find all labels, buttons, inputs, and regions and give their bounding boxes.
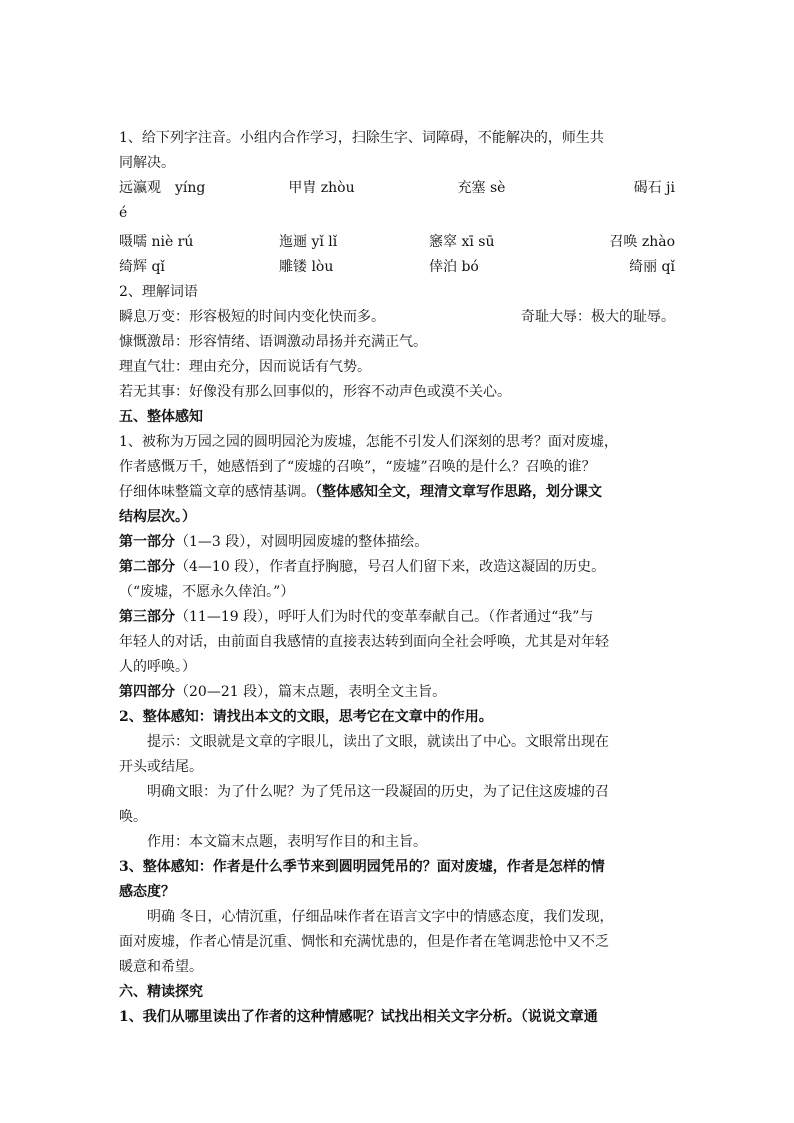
q1-line: 作者感慨万千，她感悟到了“废墟的召唤”，“废墟”召唤的是什么？召唤的谁？ [119, 459, 596, 475]
vocab-entry: 理直气壮：理由充分，因而说话有气势。 [119, 359, 371, 375]
part-4 [119, 680, 675, 705]
section6-q1: 1、我们从哪里读出了作者的这种情感呢？试找出相关文字分析。（说说文章通 [119, 1009, 598, 1025]
item1-line2: 同解决。 [119, 155, 175, 171]
q2-clear: 明确文眼：为了什么呢？为了凭吊这一段凝固的历史，为了记住这废墟的召 [147, 784, 609, 800]
part-2-quote: （“废墟，不愿永久倖泊。”） [119, 584, 295, 600]
document-page [119, 120, 675, 1030]
part-text: （20—21 段），篇末点题，表明全文主旨。 [175, 684, 447, 700]
pinyin-entry: 碣石 ji [633, 180, 675, 196]
q3-answer: 暖意和希望。 [119, 959, 203, 975]
pinyin-entry: 充塞 sè [457, 180, 506, 196]
part-3-line: 年轻人的对话，由前面自我感情的直接表达转到面向全社会呼唤，尤其是对年轻 [119, 634, 609, 650]
pinyin-row-2 [119, 230, 675, 255]
part-text: （1—3 段），对圆明园废墟的整体描绘。 [175, 534, 429, 550]
pinyin-entry: 窸窣 xī sū [429, 234, 495, 250]
vocab-entry: 奇耻大辱：极大的耻辱。 [521, 309, 675, 325]
pinyin-entry: 召唤 zhào [609, 234, 675, 250]
part-3-line: 人的呼唤。） [119, 659, 196, 675]
pinyin-row-3 [119, 255, 675, 280]
q3-title: 感态度？ [119, 884, 175, 900]
part-label: 第二部分 [119, 559, 175, 575]
pinyin-entry: 倖泊 bó [429, 259, 479, 275]
part-3 [119, 605, 675, 630]
part-text: （4—10 段），作者直抒胸臆，号召人们留下来，改造这凝固的历史。 [175, 559, 606, 575]
part-2 [119, 555, 675, 580]
q1-line: 1、被称为万园之园的圆明园沦为废墟，怎能不引发人们深刻的思考？面对废墟， [119, 434, 618, 450]
part-1 [119, 530, 675, 555]
section6-title: 六、精读探究 [119, 984, 203, 1000]
q1-line [119, 480, 675, 505]
section5-title: 五、整体感知 [119, 409, 203, 425]
pinyin-row-1 [119, 176, 675, 201]
pinyin-entry: 甲胄 zhòu [288, 180, 355, 196]
item1-line1: 1、给下列字注音。小组内合作学习，扫除生字、词障碍，不能解决的，师生共 [119, 130, 604, 146]
q2-clear: 唤。 [119, 809, 147, 825]
q1-text: 仔细体味整篇文章的感情基调。 [119, 484, 315, 500]
pinyin-entry: 嗫嚅 niè rú [119, 234, 194, 250]
pinyin-entry: 远瀛观 yíng [119, 180, 206, 196]
pinyin-entry: 迤逦 yǐ lǐ [279, 234, 338, 250]
vocab-entry: 瞬息万变：形容极短的时间内变化快而多。 [119, 309, 385, 325]
pinyin-row-1-wrap: é [119, 205, 128, 221]
q2-use: 作用：本文篇末点题，表明写作目的和主旨。 [147, 834, 427, 850]
q2-title: 2、整体感知：请找出本文的文眼，思考它在文章中的作用。 [119, 709, 493, 725]
q2-hint: 提示：文眼就是文章的字眼儿，读出了文眼，就读出了中心。文眼常出现在 [147, 734, 609, 750]
vocab-row-1 [119, 305, 675, 330]
q1-task: （整体感知全文，理清文章写作思路，划分课文 [315, 484, 602, 500]
part-label: 第三部分 [119, 609, 175, 625]
q3-answer: 面对废墟，作者心情是沉重、惆怅和充满忧患的，但是作者在笔调悲怆中又不乏 [119, 934, 609, 950]
pinyin-entry: 绮丽 qǐ [629, 259, 675, 275]
pinyin-entry: 绮辉 qǐ [119, 259, 165, 275]
item2-title: 2、理解词语 [119, 284, 198, 300]
q3-answer: 明确 冬日，心情沉重，仔细品味作者在语言文字中的情感态度，我们发现， [147, 909, 614, 925]
part-label: 第一部分 [119, 534, 175, 550]
q1-task-line: 结构层次。） [119, 509, 196, 525]
pinyin-entry: 雕镂 lòu [279, 259, 334, 275]
vocab-entry: 慷慨激昂：形容情绪、语调激动昂扬并充满正气。 [119, 334, 427, 350]
part-text: （11—19 段），呼吁人们为时代的变革奉献自己。（作者通过“我”与 [175, 609, 594, 625]
vocab-entry: 若无其事：好像没有那么回事似的，形容不动声色或漠不关心。 [119, 384, 511, 400]
q3-title: 3、整体感知：作者是什么季节来到圆明园凭吊的？面对废墟，作者是怎样的情 [119, 859, 605, 875]
part-label: 第四部分 [119, 684, 175, 700]
q2-hint: 开头或结尾。 [119, 759, 203, 775]
